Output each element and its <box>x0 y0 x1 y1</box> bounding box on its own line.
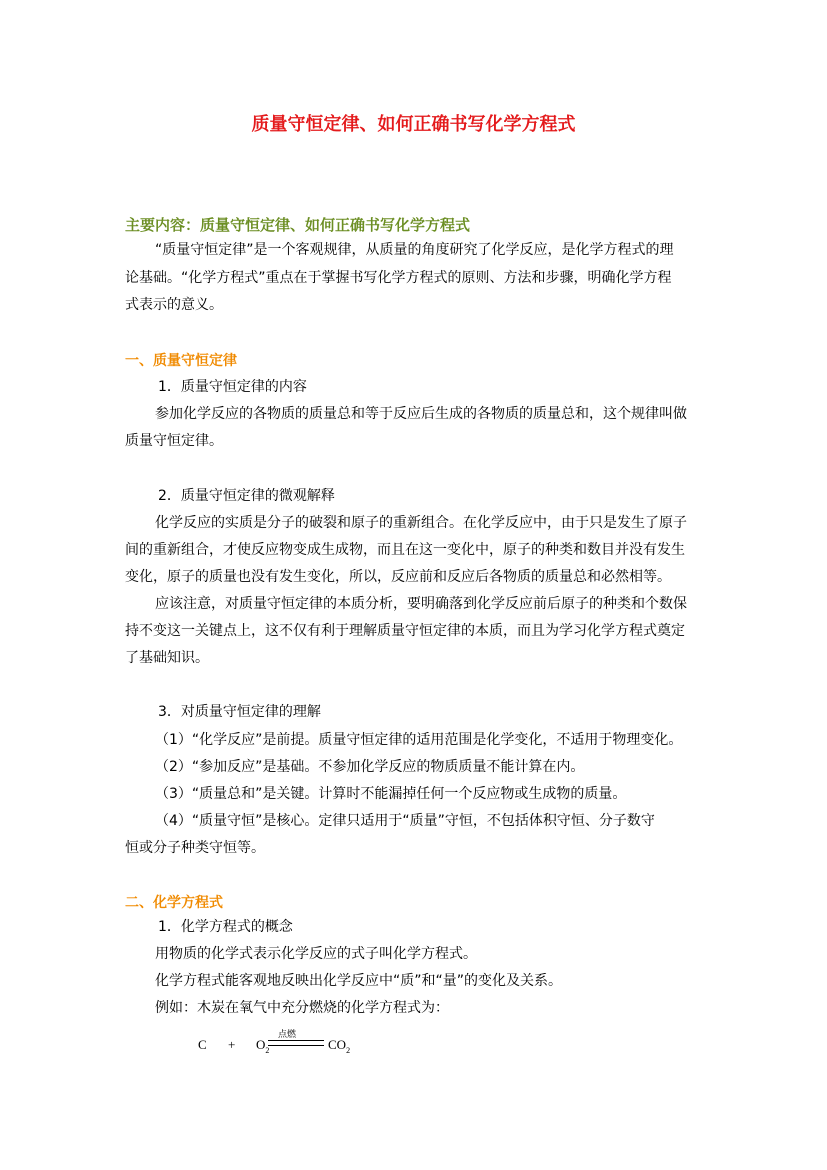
section-1-sub-2-line-3: 变化，原子的质量也没有发生变化，所以，反应前和反应后各物质的质量总和必然相等。 <box>125 569 671 585</box>
intro-line-1: “质量守恒定律”是一个客观规律，从质量的角度研究了化学反应，是化学方程式的理 <box>155 242 674 258</box>
section-1-sub-3-title: 3．对质量守恒定律的理解 <box>158 704 321 720</box>
understanding-item-4: （4）“质量守恒”是核心。定律只适用于“质量”守恒，不包括体积守恒、分子数守 <box>155 813 655 829</box>
understanding-item-4-cont: 恒或分子种类守恒等。 <box>125 840 265 856</box>
section-1-sub-2-line-2: 间的重新组合，才使反应物变成生成物，而且在这一变化中，原子的种类和数目并没有发生 <box>125 542 685 558</box>
section-2-sub-1-title: 1．化学方程式的概念 <box>158 919 293 935</box>
equation-reactant-o2: $O_2$ <box>256 1037 270 1055</box>
equation-reactant-c: C <box>198 1037 207 1052</box>
understanding-item-2: （2）“参加反应”是基础。不参加化学反应的物质质量不能计算在内。 <box>155 759 585 775</box>
section-1-sub-1-title: 1．质量守恒定律的内容 <box>158 379 307 395</box>
section-2-line-1: 用物质的化学式表示化学反应的式子叫化学方程式。 <box>155 946 477 962</box>
equation-condition: 点燃 <box>278 1030 297 1040</box>
understanding-item-3: （3）“质量总和”是关键。计算时不能漏掉任何一个反应物或生成物的质量。 <box>155 786 627 802</box>
main-content-heading: 主要内容：质量守恒定律、如何正确书写化学方程式 <box>125 216 471 234</box>
document-title: 质量守恒定律、如何正确书写化学方程式 <box>251 114 576 135</box>
equation-product-co2: $CO_2$ <box>328 1037 351 1055</box>
section-2-line-3: 例如：木炭在氧气中充分燃烧的化学方程式为： <box>155 1000 449 1016</box>
intro-line-2: 论基础。“化学方程式”重点在于掌握书写化学方程式的原则、方法和步骤，明确化学方程 <box>125 270 672 286</box>
section-1-sub-2-line-5: 持不变这一关键点上，这不仅有利于理解质量守恒定律的本质，而且为学习化学方程式奠定 <box>125 623 685 639</box>
intro-line-3: 式表示的意义。 <box>125 297 223 313</box>
equation-equals-sign <box>268 1040 324 1046</box>
section-1-sub-2-title: 2．质量守恒定律的微观解释 <box>158 488 335 504</box>
understanding-item-1: （1）“化学反应”是前提。质量守恒定律的适用范围是化学变化，不适用于物理变化。 <box>155 732 683 748</box>
section-2-heading: 二、化学方程式 <box>125 895 223 911</box>
equation-plus: + <box>228 1037 236 1052</box>
section-1-sub-2-line-4: 应该注意，对质量守恒定律的本质分析，要明确落到化学反应前后原子的种类和个数保 <box>155 596 687 612</box>
section-1-heading: 一、质量守恒定律 <box>125 353 237 369</box>
section-2-line-2: 化学方程式能客观地反映出化学反应中“质”和“量”的变化及关系。 <box>155 973 563 989</box>
section-1-sub-1-line-2: 质量守恒定律。 <box>125 433 223 449</box>
section-1-sub-2-line-6: 了基础知识。 <box>125 650 209 666</box>
section-1-sub-1-line-1: 参加化学反应的各物质的质量总和等于反应后生成的各物质的质量总和，这个规律叫做 <box>155 406 687 422</box>
section-1-sub-2-line-1: 化学反应的实质是分子的破裂和原子的重新组合。在化学反应中，由于只是发生了原子 <box>155 515 687 531</box>
